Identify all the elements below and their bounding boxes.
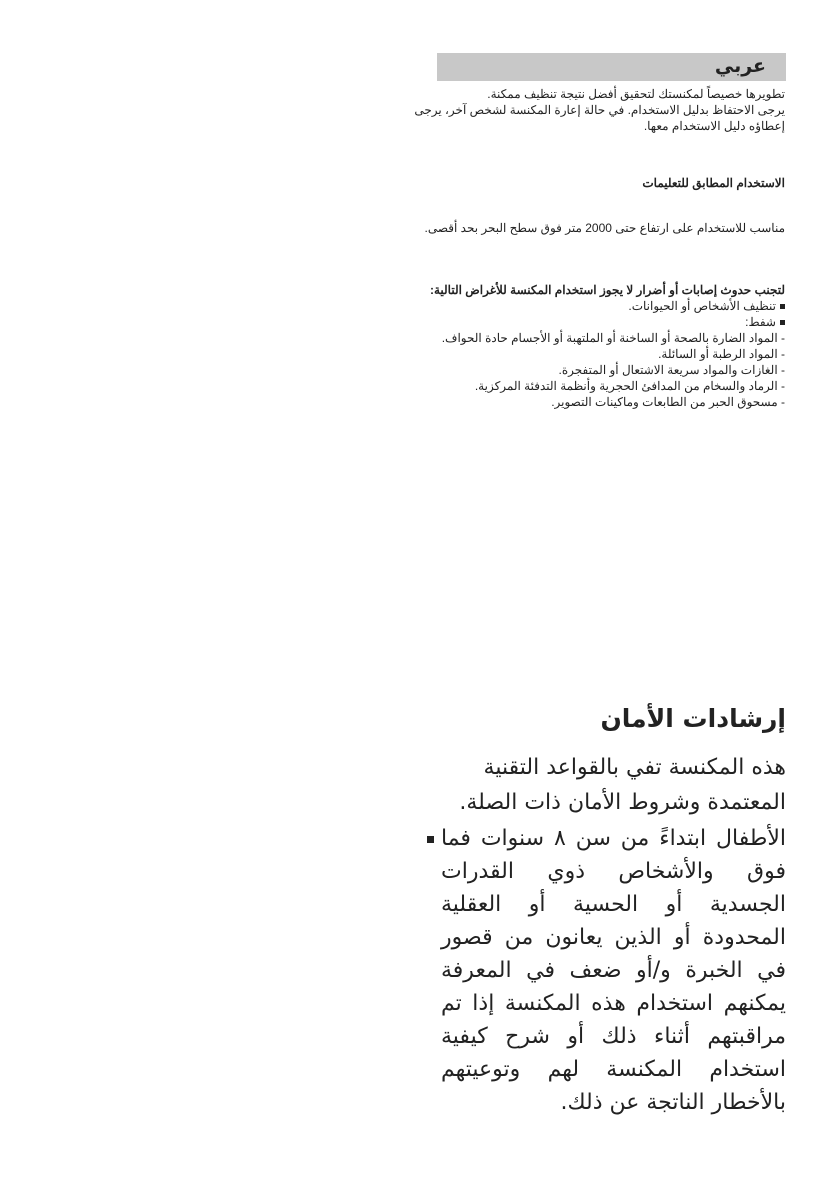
- square-bullet-icon: [427, 836, 434, 843]
- language-title: عربي: [714, 55, 766, 77]
- intro-line: تطويرها خصيصاً لمكنستك لتحقيق أفضل نتيجة تنظيف ممكنة.: [487, 87, 785, 101]
- square-bullet-icon: [780, 304, 785, 309]
- safety-bullet-text: الأطفال ابتداءً من سن ٨ سنوات فما فوق والأشخاص ذوي القدرات الجسدية أو الحسية أو العقلية المحدودة أو الذين يعانون من قصور في الخبرة و/أو ضعف في المعرفة يمكنهم استخدام هذه المكنسة إذا تم مراقبتهم أثناء ذلك أو شرح كيفية استخدام المكنسة لهم وتوعيتهم بالأخطار الناتجة عن ذلك.: [441, 826, 786, 1115]
- safety-heading: إرشادات الأمان: [600, 704, 786, 733]
- intro-line: يرجى الاحتفاظ بدليل الاستخدام. في حالة إعارة المكنسة لشخص آخر، يرجى إعطاؤه دليل الاستخدام معها.: [414, 103, 785, 133]
- bullet-text: تنظيف الأشخاص أو الحيوانات.: [628, 299, 776, 313]
- intro-text: [385, 86, 785, 134]
- dash-item: - مسحوق الحبر من الطابعات وماكينات التصوير.: [551, 395, 785, 409]
- dash-item: - المواد الضارة بالصحة أو الساخنة أو الملتهبة أو الأجسام حادة الحواف.: [441, 331, 785, 345]
- proper-use-heading: الاستخدام المطابق للتعليمات: [642, 176, 785, 190]
- language-header-bar: [437, 53, 786, 81]
- dash-item: - المواد الرطبة أو السائلة.: [658, 347, 785, 361]
- proper-use-text: مناسب للاستخدام على ارتفاع حتى 2000 متر فوق سطح البحر بحد أقصى.: [424, 221, 785, 235]
- safety-text: هذه المكنسة تفي بالقواعد التقنية المعتمدة وشروط الأمان ذات الصلة.: [459, 755, 786, 815]
- dash-item: - الرماد والسخام من المدافئ الحجرية وأنظمة التدفئة المركزية.: [474, 379, 785, 393]
- bullet-item: [385, 314, 785, 330]
- bullet-text: شفط:: [745, 315, 776, 329]
- prohibited-heading: لتجنب حدوث إصابات أو أضرار لا يجوز استخدام المكنسة للأغراض التالية:: [429, 283, 785, 297]
- safety-bullet: [441, 822, 786, 1119]
- prohibited-section: [385, 282, 785, 410]
- square-bullet-icon: [780, 320, 785, 325]
- dash-item: - الغازات والمواد سريعة الاشتعال أو المتفجرة.: [558, 363, 785, 377]
- bullet-item: [385, 298, 785, 314]
